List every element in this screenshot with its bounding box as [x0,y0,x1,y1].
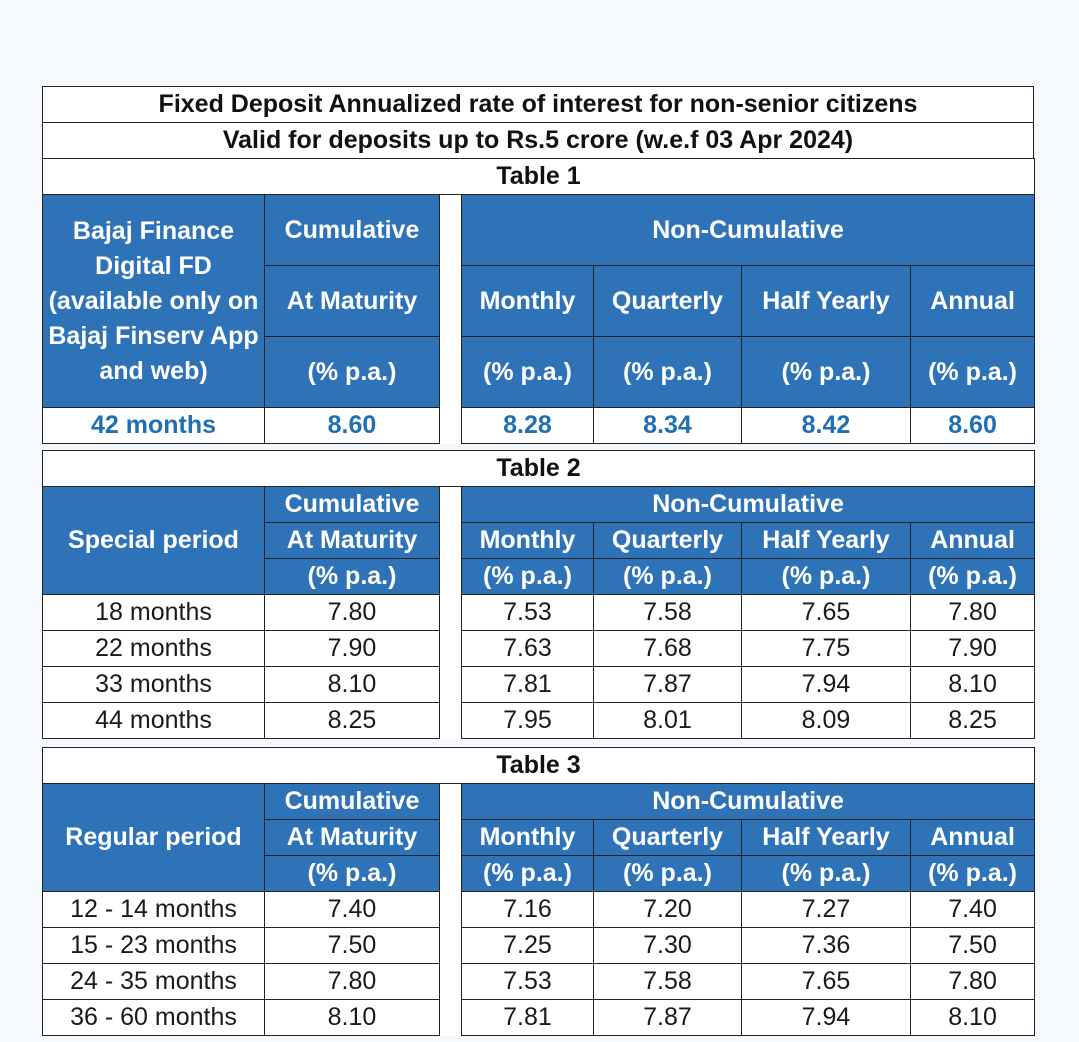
half-yearly-header: Half Yearly [742,523,911,559]
rate-cell: 8.01 [594,703,742,739]
rate-cell: 7.90 [265,631,440,667]
unit-header: (% p.a.) [462,337,594,408]
unit-header: (% p.a.) [594,337,742,408]
quarterly-header: Quarterly [594,523,742,559]
rate-cell: 7.20 [594,892,742,928]
rate-cell: 7.50 [265,928,440,964]
rate-cell: 7.95 [462,703,594,739]
table-row [43,667,1035,703]
rate-cell: 8.60 [911,408,1035,444]
at-maturity-header: At Maturity [265,266,440,337]
rate-cell: 7.68 [594,631,742,667]
rate-cell: 7.75 [742,631,911,667]
rate-cell: 8.25 [265,703,440,739]
table-2-title: Table 2 [43,451,1035,487]
non-cumulative-header: Non-Cumulative [462,195,1035,266]
rate-sheet [42,86,1034,1036]
table-1-row-header: Bajaj Finance Digital FD (available only on Bajaj Finserv App and web) [43,195,265,408]
unit-header: (% p.a.) [265,559,440,595]
unit-header: (% p.a.) [594,856,742,892]
rate-cell: 7.94 [742,1000,911,1036]
unit-header: (% p.a.) [911,559,1035,595]
cumulative-header: Cumulative [265,784,440,820]
cumulative-header: Cumulative [265,487,440,523]
non-cumulative-header: Non-Cumulative [462,487,1035,523]
rate-cell: 7.36 [742,928,911,964]
period-cell: 33 months [43,667,265,703]
period-cell: 42 months [43,408,265,444]
rate-cell: 7.87 [594,1000,742,1036]
rate-cell: 7.87 [594,667,742,703]
unit-header: (% p.a.) [265,337,440,408]
table-row [43,408,1035,444]
unit-header: (% p.a.) [265,856,440,892]
page-title: Fixed Deposit Annualized rate of interest for non-senior citizens [42,86,1034,122]
period-cell: 12 - 14 months [43,892,265,928]
unit-header: (% p.a.) [742,559,911,595]
unit-header: (% p.a.) [742,337,911,408]
table-1 [42,158,1035,444]
at-maturity-header: At Maturity [265,523,440,559]
annual-header: Annual [911,523,1035,559]
rate-cell: 7.90 [911,631,1035,667]
table-1-title: Table 1 [43,159,1035,195]
rate-cell: 7.80 [265,964,440,1000]
rate-cell: 8.28 [462,408,594,444]
column-gap [440,195,462,444]
unit-header: (% p.a.) [594,559,742,595]
period-cell: 18 months [43,595,265,631]
period-cell: 36 - 60 months [43,1000,265,1036]
rate-cell: 7.81 [462,667,594,703]
rate-cell: 7.80 [911,595,1035,631]
rate-cell: 8.10 [911,667,1035,703]
rate-cell: 7.65 [742,595,911,631]
monthly-header: Monthly [462,820,594,856]
rate-cell: 8.10 [911,1000,1035,1036]
unit-header: (% p.a.) [911,337,1035,408]
period-cell: 24 - 35 months [43,964,265,1000]
annual-header: Annual [911,820,1035,856]
column-gap [440,487,462,739]
table-row [43,595,1035,631]
table-2 [42,450,1035,739]
unit-header: (% p.a.) [742,856,911,892]
rate-cell: 7.94 [742,667,911,703]
page-subtitle: Valid for deposits up to Rs.5 crore (w.e.f 03 Apr 2024) [42,122,1034,158]
period-cell: 15 - 23 months [43,928,265,964]
rate-cell: 7.81 [462,1000,594,1036]
table-row [43,964,1035,1000]
unit-header: (% p.a.) [462,856,594,892]
rate-cell: 8.10 [265,1000,440,1036]
table-row [43,703,1035,739]
rate-cell: 8.34 [594,408,742,444]
table-row [43,1000,1035,1036]
period-cell: 22 months [43,631,265,667]
half-yearly-header: Half Yearly [742,820,911,856]
rate-cell: 8.42 [742,408,911,444]
table-row [43,928,1035,964]
annual-header: Annual [911,266,1035,337]
rate-cell: 7.30 [594,928,742,964]
table-3 [42,747,1035,1036]
table-3-title: Table 3 [43,748,1035,784]
rate-cell: 7.40 [265,892,440,928]
period-cell: 44 months [43,703,265,739]
quarterly-header: Quarterly [594,266,742,337]
monthly-header: Monthly [462,266,594,337]
table-3-row-header: Regular period [43,784,265,892]
table-2-row-header: Special period [43,487,265,595]
table-row [43,631,1035,667]
monthly-header: Monthly [462,523,594,559]
rate-cell: 7.40 [911,892,1035,928]
rate-cell: 8.25 [911,703,1035,739]
rate-cell: 7.80 [911,964,1035,1000]
rate-cell: 7.58 [594,595,742,631]
quarterly-header: Quarterly [594,820,742,856]
rate-cell: 8.60 [265,408,440,444]
rate-cell: 7.80 [265,595,440,631]
rate-cell: 7.27 [742,892,911,928]
rate-cell: 8.10 [265,667,440,703]
rate-cell: 7.50 [911,928,1035,964]
rate-cell: 7.63 [462,631,594,667]
half-yearly-header: Half Yearly [742,266,911,337]
rate-cell: 7.53 [462,595,594,631]
unit-header: (% p.a.) [911,856,1035,892]
rate-cell: 7.53 [462,964,594,1000]
table-row [43,892,1035,928]
cumulative-header: Cumulative [265,195,440,266]
at-maturity-header: At Maturity [265,820,440,856]
non-cumulative-header: Non-Cumulative [462,784,1035,820]
rate-cell: 7.58 [594,964,742,1000]
rate-cell: 7.16 [462,892,594,928]
rate-cell: 7.25 [462,928,594,964]
rate-cell: 8.09 [742,703,911,739]
column-gap [440,784,462,1036]
rate-cell: 7.65 [742,964,911,1000]
unit-header: (% p.a.) [462,559,594,595]
